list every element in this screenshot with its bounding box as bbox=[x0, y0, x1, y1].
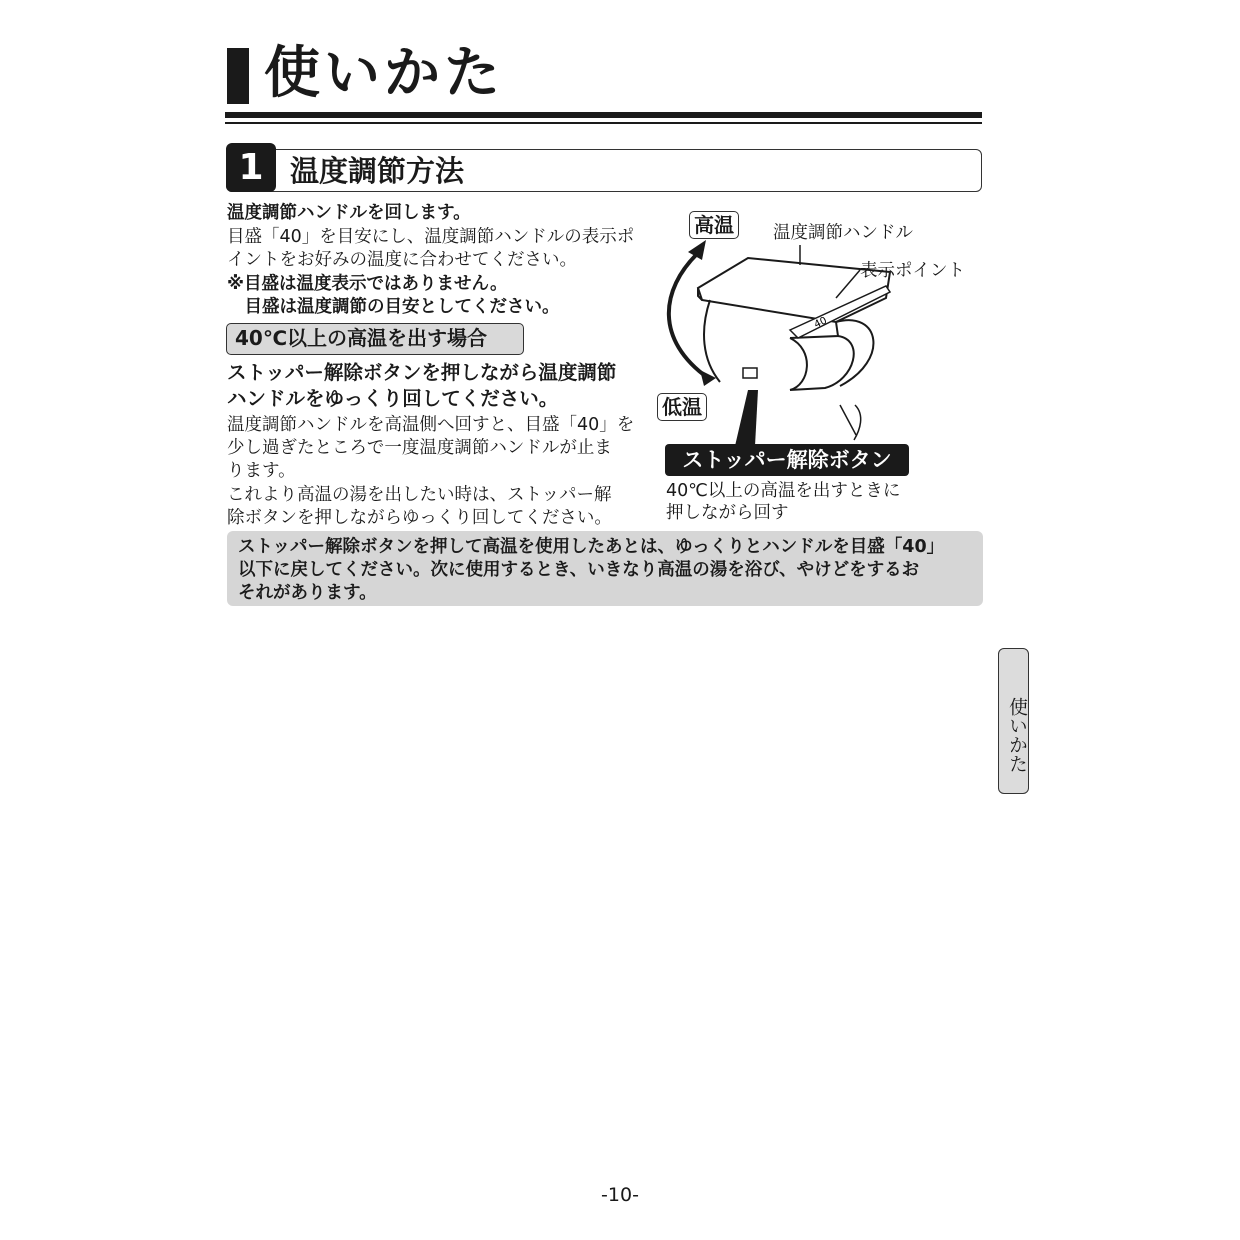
stopper-note-line-1: 40℃以上の高温を出すときに bbox=[666, 481, 901, 501]
stopper-note-line-2: 押しながら回す bbox=[666, 503, 789, 523]
warning-line-1: ストッパー解除ボタンを押して高温を使用したあとは、ゆっくりとハンドルを目盛「40」 bbox=[238, 537, 945, 557]
high-temp-instruction-line-1: ストッパー解除ボタンを押しながら温度調節 bbox=[227, 361, 617, 384]
scale-mark-40: 40 bbox=[812, 315, 829, 331]
title-rule-thin bbox=[225, 122, 982, 124]
stopper-pointer bbox=[735, 390, 758, 446]
page-title: 使いかた bbox=[264, 41, 504, 106]
section-number: 1 bbox=[226, 143, 276, 192]
page-number: -10- bbox=[601, 1184, 639, 1206]
intro-note-line-1: ※目盛は温度表示ではありません。 bbox=[227, 274, 508, 294]
high-temp-detail-line-3: ります。 bbox=[227, 461, 296, 481]
high-temp-heading: 40℃以上の高温を出す場合 bbox=[226, 323, 524, 355]
high-temp-tag: 高温 bbox=[689, 211, 739, 239]
intro-body-line-1: 目盛「40」を目安にし、温度調節ハンドルの表示ポ bbox=[227, 227, 635, 247]
low-temp-tag: 低温 bbox=[657, 393, 707, 421]
rotation-arrow-curve bbox=[669, 253, 708, 378]
title-rule-thick bbox=[225, 112, 982, 118]
stopper-button-shape bbox=[743, 368, 757, 378]
high-temp-detail-line-2: 少し過ぎたところで一度温度調節ハンドルが止ま bbox=[227, 438, 612, 458]
high-temp-detail-line-5: 除ボタンを押しながらゆっくり回してください。 bbox=[227, 508, 612, 528]
intro-body-line-2: イントをお好みの温度に合わせてください。 bbox=[227, 250, 577, 270]
section-title: 温度調節方法 bbox=[290, 154, 465, 188]
stopper-release-button-label: ストッパー解除ボタン bbox=[665, 444, 909, 476]
handle-callout: 温度調節ハンドル bbox=[773, 223, 913, 243]
intro-note-line-2: 目盛は温度調節の目安としてください。 bbox=[227, 297, 560, 317]
side-index-tab: 使いかた bbox=[998, 648, 1029, 794]
high-temp-instruction-line-2: ハンドルをゆっくり回してください。 bbox=[227, 387, 559, 410]
high-temp-detail-line-1: 温度調節ハンドルを高温側へ回すと、目盛「40」を bbox=[227, 415, 635, 435]
title-bar-mark bbox=[227, 48, 249, 104]
warning-line-2: 以下に戻してください。次に使用するとき、いきなり高温の湯を浴び、やけどをするお bbox=[238, 560, 920, 580]
warning-line-3: それがあります。 bbox=[238, 583, 377, 603]
point-callout: 表示ポイント bbox=[860, 261, 965, 281]
arrow-head-high bbox=[688, 240, 706, 260]
intro-lead: 温度調節ハンドルを回します。 bbox=[227, 203, 471, 223]
high-temp-detail-line-4: これより高温の湯を出したい時は、ストッパー解 bbox=[227, 485, 612, 505]
